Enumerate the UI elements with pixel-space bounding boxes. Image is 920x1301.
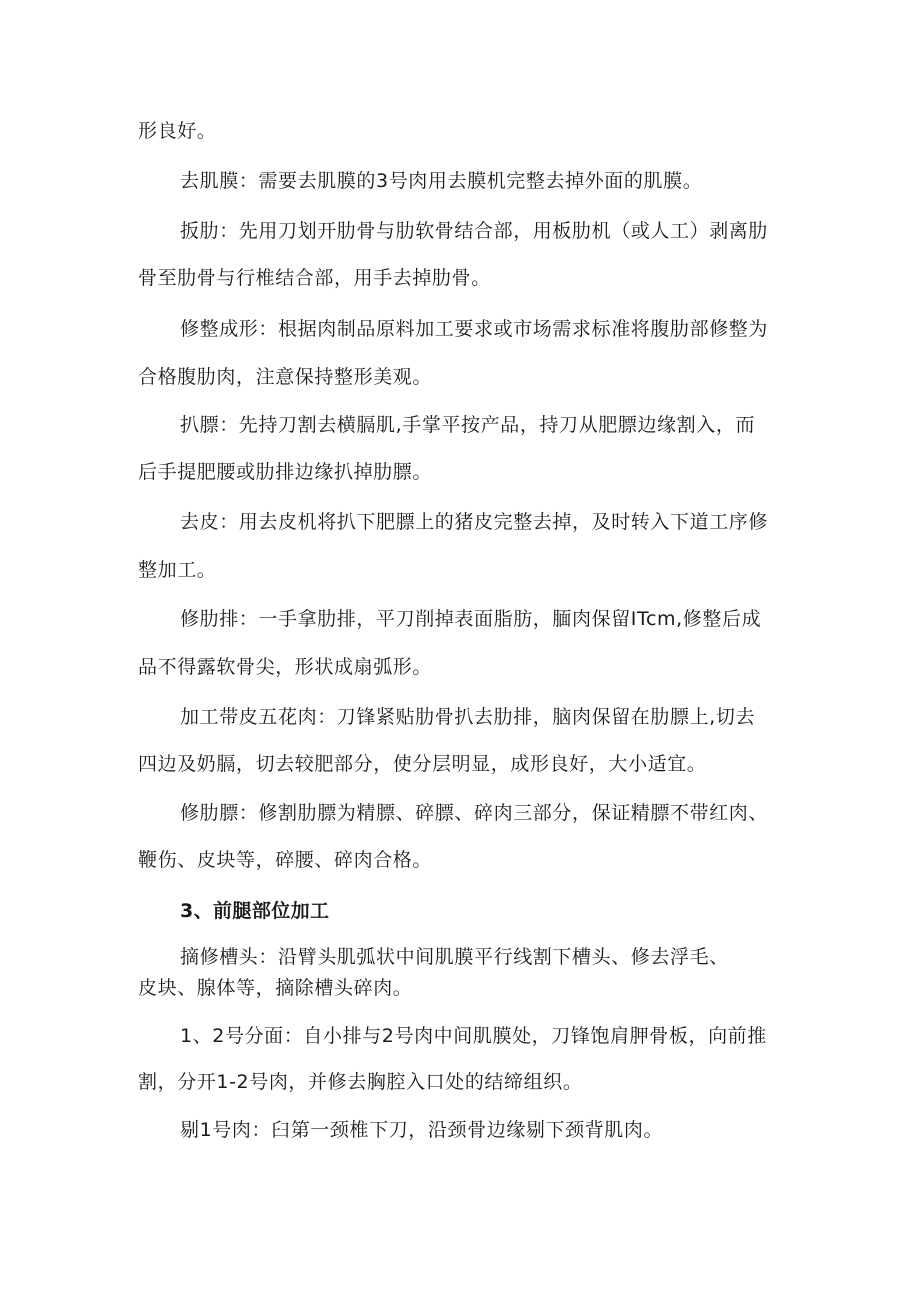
text-line: 鞭伤、皮块等，碎腰、碎肉合格。: [138, 849, 433, 871]
section-heading: 3、前腿部位加工: [180, 900, 330, 922]
text-line: 后手提肥腰或肋排边缘扒掉肋膘。: [138, 461, 433, 483]
text-line: 皮块、腺体等，摘除槽头碎肉。: [138, 977, 413, 999]
paragraph-remove-ribs: 扳肋：先用刀划开肋骨与肋软骨结合部，用板肋机（或人工）剥离肋: [180, 220, 769, 242]
paragraph-strip-fat: 扒膘：先持刀割去横膈肌,手掌平按产品，持刀从肥膘边缘割入，而: [180, 414, 756, 436]
text-line: 骨至肋骨与行椎结合部，用手去掉肋骨。: [138, 267, 491, 289]
paragraph-pork-belly: 加工带皮五花肉：刀锋紧贴肋骨扒去肋排，脑肉保留在肋膘上,切去: [180, 706, 756, 728]
text-line: 割，分开1-2号肉，并修去胸腔入口处的结缔组织。: [138, 1071, 583, 1093]
text-line: 四边及奶膈，切去较肥部分，使分层明显，成形良好，大小适宜。: [138, 753, 707, 775]
text-line: 合格腹肋肉，注意保持整形美观。: [138, 366, 433, 388]
text-line: 形良好。: [138, 120, 217, 142]
paragraph-remove-skin: 去皮：用去皮机将扒下肥膘上的猪皮完整去掉，及时转入下道工序修: [180, 511, 769, 533]
text-line: 品不得露软骨尖，形状成扇弧形。: [138, 656, 433, 678]
paragraph-trim-neck: 摘修槽头：沿臂头肌弧状中间肌膜平行线割下槽头、修去浮毛、: [180, 946, 729, 968]
paragraph-trim-shape: 修整成形：根据肉制品原料加工要求或市场需求标准将腹肋部修整为: [180, 318, 769, 340]
text-line: 整加工。: [138, 559, 217, 581]
paragraph-split-1-2: 1、2号分面：自小排与2号肉中间肌膜处，刀锋饱肩胛骨板，向前推: [180, 1025, 767, 1047]
paragraph-trim-rib-rack: 修肋排：一手拿肋排，平刀削掉表面脂肪，腼肉保留ITcm,修整后成: [180, 608, 762, 630]
paragraph-trim-rib-fat: 修肋膘：修割肋膘为精膘、碎膘、碎肉三部分，保证精膘不带红肉、: [180, 802, 769, 824]
paragraph-debone-1: 剔1号肉：臼第一颈椎下刀，沿颈骨边缘剔下颈背肌肉。: [180, 1119, 664, 1141]
paragraph-remove-muscle-membrane: 去肌膜：需要去肌膜的3号肉用去膜机完整去掉外面的肌膜。: [180, 170, 703, 192]
